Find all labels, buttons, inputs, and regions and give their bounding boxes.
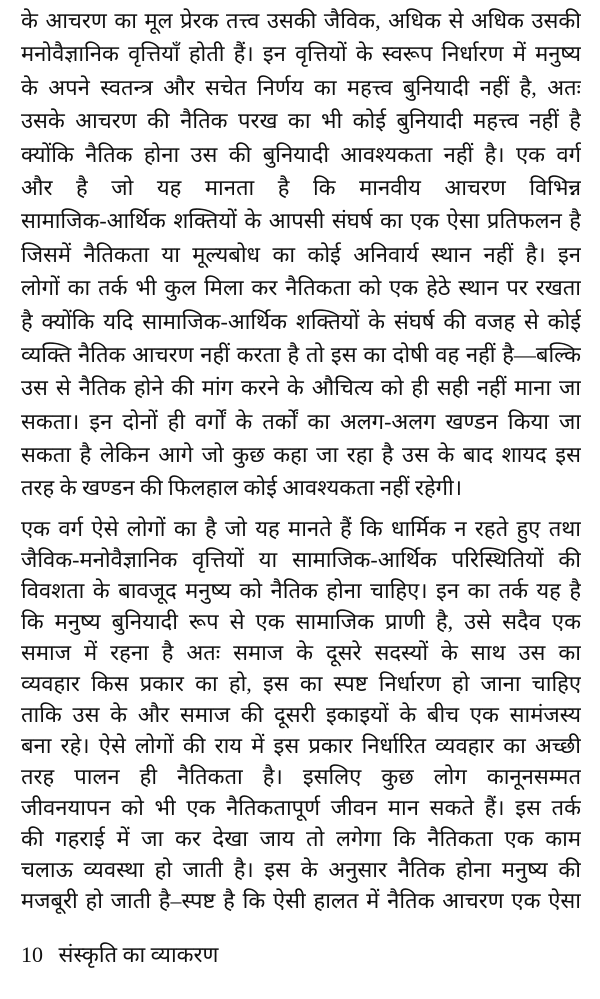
text-line: कि मनुष्य बुनियादी रूप से एक सामाजिक प्राणी है, उसे सदैव एक xyxy=(21,608,581,634)
text-line: सकता। इन दोनों ही वर्गों के तर्कों का अलग-अलग खण्डन किया जा xyxy=(21,408,581,434)
text-line: जीवनयापन को भी एक नैतिकतापूर्ण जीवन मान सकते हैं। इस तर्क xyxy=(21,794,581,820)
text-line: मजबूरी हो जाती है–स्पष्ट है कि ऐसी हालत में नैतिक आचरण एक ऐसा xyxy=(21,887,581,913)
text-line: तरह के खण्डन की फिलहाल कोई आवश्यकता नहीं रहेगी। xyxy=(21,475,463,501)
text-line: जिसमें नैतिकता या मूल्यबोध का कोई अनिवार्य स्थान नहीं है। इन xyxy=(21,241,581,267)
text-line: लोगों का तर्क भी कुल मिला कर नैतिकता को एक हेठे स्थान पर रखता xyxy=(21,275,581,301)
text-line: सकता है लेकिन आगे जो कुछ कहा जा रहा है उस के बाद शायद इस xyxy=(21,442,581,468)
text-line: विवशता के बावजूद मनुष्य को नैतिक होना चाहिए। इन का तर्क यह है xyxy=(21,577,581,603)
text-line: उसके आचरण की नैतिक परख का भी कोई बुनियादी महत्त्व नहीं है xyxy=(21,108,581,134)
text-line: और है जो यह मानता है कि मानवीय आचरण विभिन्न xyxy=(21,174,581,200)
paragraph-2 xyxy=(21,513,581,916)
text-line: व्यक्ति नैतिक आचरण नहीं करता है तो इस का दोषी वह नहीं है—बल्कि xyxy=(21,341,581,367)
text-line: चलाऊ व्यवस्था हो जाती है। इस के अनुसार नैतिक होना मनुष्य की xyxy=(21,856,581,882)
text-line: की गहराई में जा कर देखा जाय तो लगेगा कि नैतिकता एक काम xyxy=(21,825,581,851)
text-line: सामाजिक-आर्थिक शक्तियों के आपसी संघर्ष का एक ऐसा प्रतिफलन है xyxy=(21,208,581,234)
text-line: जैविक-मनोवैज्ञानिक वृत्तियों या सामाजिक-आर्थिक परिस्थितियों की xyxy=(21,546,581,572)
text-line: है क्योंकि यदि सामाजिक-आर्थिक शक्तियों के संघर्ष की वजह से कोई xyxy=(21,308,581,334)
text-line: के आचरण का मूल प्रेरक तत्त्व उसकी जैविक, अधिक से अधिक उसकी xyxy=(21,8,581,33)
page-footer xyxy=(21,940,218,970)
text-line: तरह पालन ही नैतिकता है। इसलिए कुछ लोग कानूनसम्मत xyxy=(21,763,581,789)
paragraph-1 xyxy=(21,4,581,505)
book-title: संस्कृति का व्याकरण xyxy=(58,942,219,967)
text-line: बना रहे। ऐसे लोगों की राय में इस प्रकार निर्धारित व्यवहार का अच्छी xyxy=(21,732,581,758)
text-line: उस से नैतिक होने की मांग करने के औचित्य को ही सही नहीं माना जा xyxy=(21,375,581,401)
text-line: क्योंकि नैतिक होना उस की बुनियादी आवश्यकता नहीं है। एक वर्ग xyxy=(21,141,581,167)
page-body xyxy=(21,4,581,916)
text-line: मनोवैज्ञानिक वृत्तियाँ होती हैं। इन वृत्तियों के स्वरूप निर्धारण में मनुष्य xyxy=(21,41,581,67)
text-line: समाज में रहना है अतः समाज के दूसरे सदस्यों के साथ उस का xyxy=(21,639,581,665)
text-line: एक वर्ग ऐसे लोगों का है जो यह मानते हैं कि धार्मिक न रहते हुए तथा xyxy=(21,515,581,541)
text-line: व्यवहार किस प्रकार का हो, इस का स्पष्ट निर्धारण हो जाना चाहिए xyxy=(21,670,581,696)
text-line: ताकि उस के और समाज की दूसरी इकाइयों के बीच एक सामंजस्य xyxy=(21,701,581,727)
page-number: 10 xyxy=(21,942,43,967)
text-line: के अपने स्वतन्त्र और सचेत निर्णय का महत्त्व बुनियादी नहीं है, अतः xyxy=(21,74,581,100)
